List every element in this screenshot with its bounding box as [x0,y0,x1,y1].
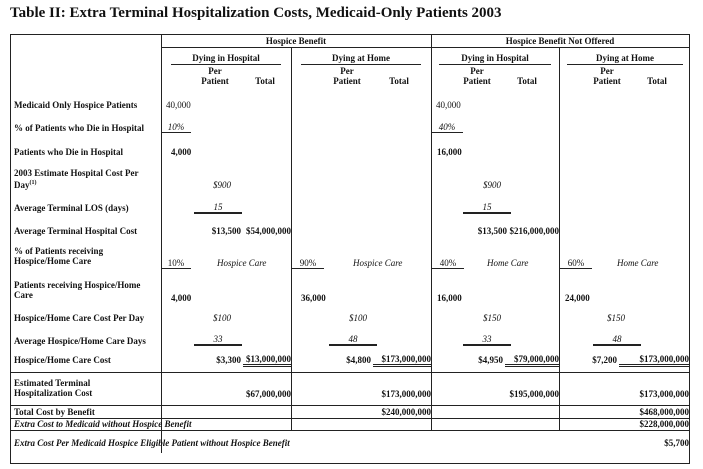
col-d-per-patient: Per Patient [593,66,621,86]
row-label-cost-per-day: 2003 Estimate Hospital Cost Per Day$^{(1)}$ [14,168,139,190]
hline-extra-pp [11,430,689,431]
divider-group [431,35,432,430]
col-a-per-patient: Per Patient [201,66,229,86]
c-los: 15 [463,202,511,214]
d-care-pp: $7,200 [592,355,617,365]
extra-per-patient-value: $5,700 [664,438,689,448]
row-label-pct-care: % of Patients receiving Hospice/Home Care [14,246,104,266]
group-hospice-header: Hospice Benefit [265,36,327,46]
sub-d-title: Dying at Home [567,53,683,65]
a-care-type: Hospice Care [217,258,267,268]
table-title: Table II: Extra Terminal Hospitalization Costs, Medicaid-Only Patients 2003 [10,5,502,21]
b-care-total: $173,000,000 [373,354,431,367]
row-label-care-per-day: Hospice/Home Care Cost Per Day [14,313,145,323]
b-total-benefit: $240,000,000 [381,407,431,417]
row-label-est-terminal: Estimated Terminal Hospitalization Cost [14,378,93,398]
b-care-type: Hospice Care [353,258,403,268]
b-care-pp: $4,800 [346,355,371,365]
a-care-days: 33 [194,334,242,346]
c-care-pp: $4,950 [478,355,503,365]
sub-c-title: Dying in Hospital [439,53,551,65]
row-label-patients: Medicaid Only Hospice Patients [14,100,138,110]
d-est-total: $173,000,000 [639,389,689,399]
col-c-total: Total [517,76,537,86]
c-care-patients: 16,000 [437,293,462,303]
c-terminal-pp: $13,500 [477,226,507,236]
row-label-terminal-cost: Average Terminal Hospital Cost [14,226,138,236]
d-care-type: Home Care [617,258,659,268]
c-care-days: 33 [463,334,511,346]
row-label-extra-cost: Extra Cost to Medicaid without Hospice Benefit [14,419,192,429]
sub-a-title: Dying in Hospital [171,53,281,65]
c-care-per-day: $150 [483,313,501,323]
a-terminal-total: $54,000,000 [246,226,291,236]
b-pct-care: 90% [292,258,324,269]
a-pct-care: 10% [161,258,191,269]
hline-groups [161,47,689,48]
col-b-total: Total [389,76,409,86]
col-a-total: Total [255,76,275,86]
a-pct-die: 10% [161,122,191,133]
c-care-total: $79,000,000 [505,354,559,367]
a-los: 15 [194,202,242,214]
col-c-per-patient: Per Patient [463,66,491,86]
row-label-pct-die: % of Patients who Die in Hospital [14,123,145,133]
d-care-patients: 24,000 [565,293,590,303]
sub-b-title: Dying at Home [301,53,421,65]
row-label-care-cost: Hospice/Home Care Cost [14,355,111,365]
d-pct-care: 60% [560,258,592,269]
a-care-patients: 4,000 [171,293,192,303]
b-care-days: 48 [329,334,377,346]
b-est-total: $173,000,000 [381,389,431,399]
d-care-per-day: $150 [607,313,625,323]
a-cost-per-day: $900 [213,180,231,190]
extra-cost-value: $228,000,000 [639,419,689,429]
group-no-hospice-header: Hospice Benefit Not Offered [505,36,615,46]
row-label-total-benefit: Total Cost by Benefit [14,407,95,417]
b-care-patients: 36,000 [301,293,326,303]
d-total-benefit: $468,000,000 [639,407,689,417]
row-label-die-hospital: Patients who Die in Hospital [14,147,124,157]
c-patients: 40,000 [436,100,461,110]
row-label-care-patients: Patients receiving Hospice/Home Care [14,280,141,300]
c-cost-per-day: $900 [483,180,501,190]
row-label-extra-per-patient: Extra Cost Per Medicaid Hospice Eligible Patient without Hospice Benefit [14,438,290,448]
a-terminal-pp: $13,500 [211,226,241,236]
cost-table [10,34,690,464]
row-label-los: Average Terminal LOS (days) [14,203,129,213]
hline-summary [11,372,689,373]
col-d-total: Total [647,76,667,86]
c-care-type: Home Care [487,258,529,268]
d-care-total: $173,000,000 [619,354,689,367]
c-terminal-total: $216,000,000 [509,226,559,236]
a-care-pp: $3,300 [216,355,241,365]
a-care-total: $13,000,000 [243,354,291,367]
row-label-care-days: Average Hospice/Home Care Days [14,336,146,346]
a-care-per-day: $100 [213,313,231,323]
c-die-hospital: 16,000 [437,147,462,157]
a-est-total: $67,000,000 [246,389,291,399]
c-est-total: $195,000,000 [509,389,559,399]
hline-total [11,405,689,406]
c-pct-die: 40% [431,122,463,133]
d-care-days: 48 [593,334,641,346]
a-die-hospital: 4,000 [171,147,192,157]
c-pct-care: 40% [432,258,464,269]
b-care-per-day: $100 [349,313,367,323]
a-patients: 40,000 [166,100,191,110]
divider-label-col [161,35,162,453]
col-b-per-patient: Per Patient [333,66,361,86]
